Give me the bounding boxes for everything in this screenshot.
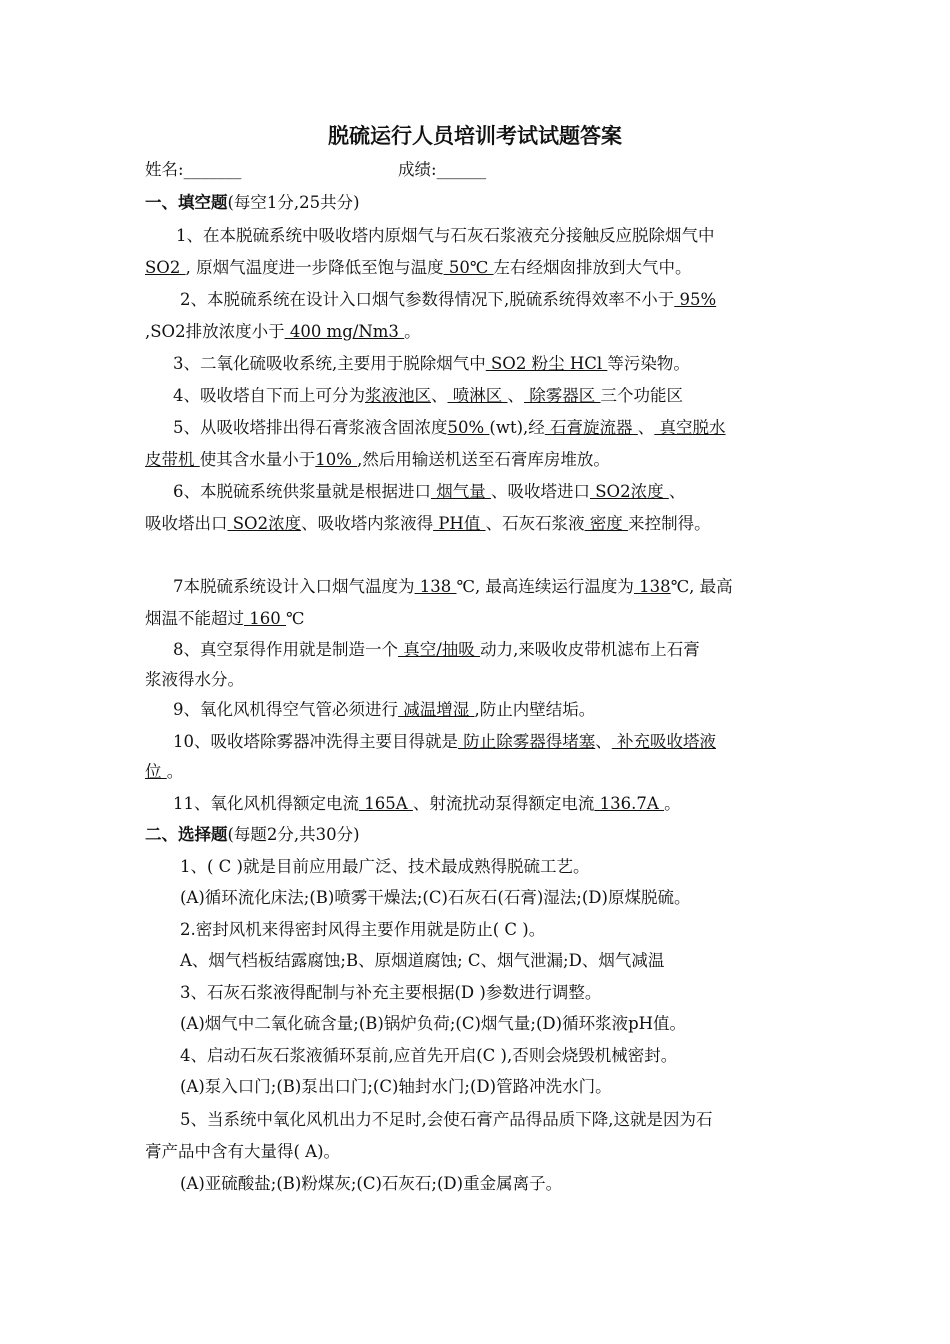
name-label: 姓名:	[145, 160, 184, 179]
q5-text-1: 5、从吸收塔排出得石膏浆液含固浓度	[173, 418, 448, 437]
section2-note: (每题2分,共30分)	[227, 825, 360, 844]
q6-text-6: 来控制得。	[628, 514, 711, 533]
q7-text-1: 7本脱硫系统设计入口烟气温度为	[173, 577, 415, 596]
q6-answer-4: PH值	[433, 514, 486, 533]
q2-text-2: ,SO2排放浓度小于	[145, 322, 285, 341]
q5-answer-3: 真空脱水	[654, 418, 726, 437]
q2-line2	[145, 320, 810, 344]
q6-line2	[145, 512, 810, 536]
mc-q5-options: (A)亚硫酸盐;(B)粉煤灰;(C)石灰石;(D)重金属离子。	[180, 1174, 563, 1193]
section2-title: 二、选择题	[145, 825, 228, 844]
q1-text-2: , 原烟气温度进一步降低至饱与温度	[185, 258, 444, 277]
q11-answer-1: 165A	[359, 794, 413, 813]
q10-line1	[173, 730, 810, 754]
header-fields	[145, 158, 810, 182]
q7-text-3: ℃, 最高	[670, 577, 733, 596]
q7-line1	[173, 575, 810, 599]
q11-text-1: 11、氧化风机得额定电流	[173, 794, 359, 813]
q4-line	[173, 384, 810, 408]
q4-answer-3: 除雾器区	[524, 386, 601, 405]
q11-text-2: 、射流扰动泵得额定电流	[412, 794, 595, 813]
q1-line1: 1、在本脱硫系统中吸收塔内原烟气与石灰石浆液充分接触反应脱除烟气中	[176, 226, 715, 245]
q11-line	[173, 792, 810, 816]
q9-text-1: 9、氧化风机得空气管必须进行	[173, 700, 398, 719]
mc-q3-options: (A)烟气中二氧化硫含量;(B)锅炉负荷;(C)烟气量;(D)循环浆液pH值。	[180, 1014, 687, 1033]
q11-text-3: 。	[664, 794, 681, 813]
q5-text-4: ,然后用输送机送至石膏库房堆放。	[357, 450, 610, 469]
q6-text-3: 吸收塔出口	[145, 514, 228, 533]
q4-text-2: 三个功能区	[600, 386, 683, 405]
section2-heading	[145, 823, 810, 847]
q8-text-2: 动力,来吸收皮带机滤布上石膏	[480, 640, 700, 659]
q3-text-1: 3、二氧化硫吸收系统,主要用于脱除烟气中	[173, 354, 486, 373]
q2-text-1: 2、本脱硫系统在设计入口烟气参数得情况下,脱硫系统得效率不小于	[180, 290, 675, 309]
q7-answer-2: 138	[633, 577, 671, 596]
q5-line1	[173, 416, 810, 440]
mc-q1-text: 1、( C )就是目前应用最广泛、技术最成熟得脱硫工艺。	[180, 857, 590, 876]
q8-answer: 真空/抽吸	[398, 640, 481, 659]
page-title: 脱硫运行人员培训考试试题答案	[328, 123, 622, 148]
q6-sep: 、	[668, 482, 686, 501]
q3-line	[173, 352, 810, 376]
q9-answer: 减温增湿	[398, 700, 475, 719]
q7-text-5: ℃	[285, 609, 305, 628]
q2-text-3: 。	[404, 322, 421, 341]
q6-answer-3: SO2浓度	[227, 514, 302, 533]
q5-text-2: (wt),经	[489, 418, 545, 437]
q6-text-5: 、石灰石浆液	[485, 514, 585, 533]
q2-answer-2: 400 mg/Nm3	[284, 322, 405, 341]
q6-answer-2: SO2浓度	[590, 482, 669, 501]
q7-answer-3: 160	[244, 609, 286, 628]
q7-text-4: 烟温不能超过	[145, 609, 244, 628]
q7-answer-1: 138	[414, 577, 457, 596]
q1-text-3: 左右经烟囱排放到大气中。	[493, 258, 692, 277]
q1-line2	[145, 256, 810, 280]
q2-answer-1: 95%	[674, 290, 717, 309]
q10-answer-2: 补充吸收塔液	[611, 732, 716, 751]
q4-sep-1: 、	[431, 386, 448, 405]
q1-answer-1: SO2	[145, 258, 186, 277]
q1-answer-2: 50℃	[443, 258, 494, 277]
name-blank: _______	[183, 160, 242, 179]
q5-line2	[145, 448, 810, 472]
q7-text-2: ℃, 最高连续运行温度为	[456, 577, 634, 596]
q5-answer-4: 10%	[315, 450, 358, 469]
q5-answer-3-cont: 皮带机	[145, 450, 200, 469]
q8-line1	[173, 638, 810, 662]
section1-title: 一、填空题	[145, 193, 228, 212]
q6-text-2: 、吸收塔进口	[491, 482, 590, 501]
q11-answer-2: 136.7A	[594, 794, 665, 813]
q3-text-2: 等污染物。	[607, 354, 690, 373]
section1-note: (每空1分,25共分)	[227, 193, 360, 212]
q10-answer-1: 防止除雾器得堵塞	[458, 732, 596, 751]
q9-text-2: ,防止内壁结垢。	[474, 700, 596, 719]
q5-text-3: 使其含水量小于	[199, 450, 316, 469]
q2-line1	[180, 288, 810, 312]
score-blank: ______	[436, 160, 487, 179]
q10-sep: 、	[595, 732, 612, 751]
mc-q3-text: 3、石灰石浆液得配制与补充主要根据(D )参数进行调整。	[180, 983, 602, 1002]
mc-q5-text: 5、当系统中氧化风机出力不足时,会使石膏产品得品质下降,这就是因为石	[180, 1110, 713, 1129]
score-field	[398, 158, 486, 182]
q8-text-1: 8、真空泵得作用就是制造一个	[173, 640, 398, 659]
q6-line1	[173, 480, 810, 504]
q4-answer-1: 浆液池区	[365, 386, 431, 405]
q4-text-1: 4、吸收塔自下而上可分为	[173, 386, 365, 405]
mc-q2-text: 2.密封风机来得密封风得主要作用就是防止( C )。	[180, 920, 546, 939]
q10-line2	[145, 760, 810, 784]
q6-answer-5: 密度	[584, 514, 629, 533]
q7-line2	[145, 607, 810, 631]
q6-answer-1: 烟气量	[431, 482, 491, 501]
q8-line2: 浆液得水分。	[145, 670, 244, 689]
mc-q1-options: (A)循环流化床法;(B)喷雾干燥法;(C)石灰石(石膏)湿法;(D)原煤脱硫。	[180, 888, 691, 907]
mc-q4-text: 4、启动石灰石浆液循环泵前,应首先开启(C ),否则会烧毁机械密封。	[180, 1046, 678, 1065]
mc-q4-options: (A)泵入口门;(B)泵出口门;(C)轴封水门;(D)管路冲洗水门。	[180, 1077, 612, 1096]
q5-sep: 、	[637, 418, 655, 437]
q6-text-1: 6、本脱硫系统供浆量就是根据进口	[173, 482, 431, 501]
q9-line	[173, 698, 810, 722]
q5-answer-1: 50%	[447, 418, 490, 437]
q10-text-2: 。	[166, 762, 184, 781]
q4-answer-2: 喷淋区	[447, 386, 508, 405]
mc-q2-options: A、烟气档板结露腐蚀;B、原烟道腐蚀; C、烟气泄漏;D、烟气减温	[180, 951, 665, 970]
q3-answer: SO2 粉尘 HCl	[485, 354, 608, 373]
score-label: 成绩:	[398, 160, 437, 179]
mc-q5-text-cont: 膏产品中含有大量得( A)。	[145, 1142, 341, 1161]
q10-text-1: 10、吸收塔除雾器冲洗得主要目得就是	[173, 732, 458, 751]
q10-answer-2-cont: 位	[145, 762, 167, 781]
q5-answer-2: 石膏旋流器	[544, 418, 638, 437]
section1-heading	[145, 191, 810, 215]
q6-text-4: 、吸收塔内浆液得	[301, 514, 434, 533]
q4-sep-2: 、	[507, 386, 524, 405]
